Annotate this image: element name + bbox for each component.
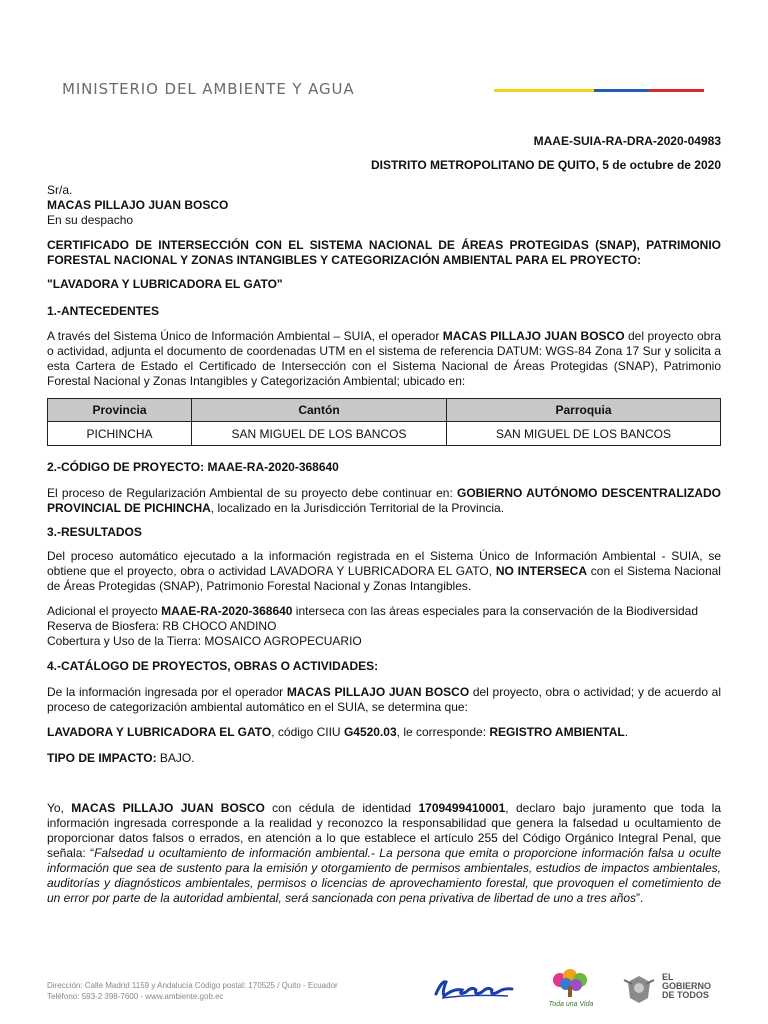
header-canton: Cantón — [192, 399, 447, 422]
no-interseca: NO INTERSECA — [495, 564, 587, 578]
registro-ambiental: REGISTRO AMBIENTAL — [489, 725, 625, 739]
location-table — [47, 398, 721, 446]
decl-cedula-label: con cédula de identidad — [264, 801, 419, 815]
ecuador-coat-of-arms-icon — [622, 972, 656, 1006]
declaracion-paragraph — [47, 801, 721, 906]
antecedentes-text-2: del proyecto obra o actividad, adjunta el documento de coordenadas UTM en el sistema de referencia DATUM: WGS-84 Zona 17 Sur y solicita a esta Cartera de Estado el Certificado de Intersección con el Sistema Nacional de Áreas Protegidas (SNAP), Patrimonio Forestal Nacional y Zonas Intangibles y Categorización Ambiental; ubicado en: — [47, 329, 722, 388]
cell-canton: SAN MIGUEL DE LOS BANCOS — [192, 422, 447, 446]
catalogo-result — [47, 725, 721, 740]
recipient-office: En su despacho — [47, 213, 134, 227]
period: . — [624, 725, 629, 739]
footer-phone-line: Teléfono: 593-2 398-7600 - www.ambiente.gob.ec — [47, 992, 224, 1001]
table-row — [48, 422, 721, 446]
section-resultados-heading: 3.-RESULTADOS — [47, 525, 142, 539]
catalogo-operator: MACAS PILLAJO JUAN BOSCO — [286, 685, 470, 699]
impacto-label: TIPO DE IMPACTO: — [47, 751, 157, 765]
cell-provincia: PICHINCHA — [48, 422, 192, 446]
adicional-text-2: interseca con las áreas especiales para la conservación de la Biodiversidad — [292, 604, 699, 618]
codigo-text: El proceso de Regularización Ambiental de su proyecto debe continuar en: — [47, 486, 458, 500]
ciiu-code: G4520.03 — [343, 725, 397, 739]
header-parroquia: Parroquia — [447, 399, 721, 422]
document-reference: MAAE-SUIA-RA-DRA-2020-04983 — [533, 134, 721, 148]
footer-address-line: Dirección: Calle Madrid 1159 y Andalucía Código postal: 170525 / Quito - Ecuador — [47, 981, 338, 990]
project-code: MAAE-RA-2020-368640 — [161, 604, 293, 618]
cell-parroquia: SAN MIGUEL DE LOS BANCOS — [447, 422, 721, 446]
table-header-row — [48, 399, 721, 422]
gobierno-line-2: GOBIERNO — [662, 981, 712, 991]
resultados-text: Del proceso automático ejecutado a la información registrada en el Sistema Único de Información Ambiental - SUIA, se obtiene que el proyecto, obra o actividad LAVADORA Y LUBRICADORA EL GATO, — [47, 549, 721, 578]
lenin-signature-logo — [432, 974, 518, 1002]
flag-blue-stripe — [594, 89, 649, 92]
ciiu-label: , código CIIU — [271, 725, 344, 739]
salutation: Sr/a. — [47, 183, 73, 197]
tipo-impacto — [47, 751, 721, 766]
gobierno-line-3: DE TODOS — [662, 990, 709, 1000]
section-catalogo-heading: 4.-CATÁLOGO DE PROYECTOS, OBRAS O ACTIVIDADES: — [47, 659, 379, 673]
gad-entity: GOBIERNO AUTÓNOMO DESCENTRALIZADO PROVINCIAL DE PICHINCHA — [47, 486, 722, 515]
catalogo-text-2: del proyecto, obra o actividad; y de acuerdo al proceso de categorización ambiental automático en el SUIA, se determina que: — [47, 685, 721, 714]
adicional-line — [47, 604, 721, 619]
catalogo-text: De la información ingresada por el operador — [47, 685, 287, 699]
adicional-text: Adicional el proyecto — [47, 604, 162, 618]
ministry-header: MINISTERIO DEL AMBIENTE Y AGUA — [62, 80, 355, 98]
flag-color-bar — [494, 89, 704, 92]
decl-yo: Yo, — [47, 801, 72, 815]
section-antecedentes-heading: 1.-ANTECEDENTES — [47, 304, 160, 318]
toda-una-vida-tree-logo — [536, 968, 606, 1008]
operator-name: MACAS PILLAJO JUAN BOSCO — [442, 329, 625, 343]
corresponde-text: , le corresponde: — [396, 725, 490, 739]
reserva-biosfera: Reserva de Biosfera: RB CHOCO ANDINO — [47, 619, 277, 633]
toda-una-vida-text: Toda una Vida — [548, 1001, 594, 1008]
catalogo-project: LAVADORA Y LUBRICADORA EL GATO — [47, 725, 272, 739]
decl-cedula: 1709499410001 — [418, 801, 506, 815]
antecedentes-text: A través del Sistema Único de Información Ambiental – SUIA, el operador — [47, 329, 443, 343]
decl-body: , declaro bajo juramento que toda la información ingresada corresponde a la realidad y reconozco la responsabilidad que genera la falsedad u ocultamiento de proporcionar datos falsos o errados, en atención a lo que establece el artículo 255 del Código Orgánico Integral Penal, que señala: “ — [47, 801, 721, 860]
codigo-text-2: , localizado en la Jurisdicción Territorial de la Provincia. — [210, 501, 505, 515]
decl-close: ”. — [636, 891, 644, 905]
project-name: "LAVADORA Y LUBRICADORA EL GATO" — [47, 277, 283, 291]
flag-red-stripe — [649, 89, 704, 92]
decl-name: MACAS PILLAJO JUAN BOSCO — [71, 801, 265, 815]
header-provincia: Provincia — [48, 399, 192, 422]
decl-quote: Falsedad u ocultamiento de información ambiental.- La persona que emita o proporcione información falsa u oculte información que sea de sustento para la emisión y otorgamiento de permisos ambientales, estudios de impactos ambientales, auditorías y diagnósticos ambientales, permisos o licencias de aprovechamiento forestal, que provoquen el cometimiento de un error por parte de la autoridad ambiental, será sancionada con pena privativa de libertad de uno a tres años — [47, 846, 721, 905]
place-date: DISTRITO METROPOLITANO DE QUITO, 5 de octubre de 2020 — [370, 158, 721, 172]
codigo-paragraph — [47, 486, 721, 516]
cobertura-uso: Cobertura y Uso de la Tierra: MOSAICO AGROPECUARIO — [47, 634, 362, 648]
impacto-value: BAJO. — [156, 751, 195, 765]
catalogo-paragraph — [47, 685, 721, 715]
antecedentes-paragraph — [47, 329, 721, 389]
flag-yellow-stripe — [494, 89, 594, 92]
resultados-text-2: con el Sistema Nacional de Áreas Protegidas (SNAP), Patrimonio Forestal Nacional y Zonas Intangibles. — [47, 564, 721, 593]
recipient-name: MACAS PILLAJO JUAN BOSCO — [47, 198, 229, 212]
section-codigo-heading: 2.-CÓDIGO DE PROYECTO: MAAE-RA-2020-368640 — [47, 460, 339, 474]
gobierno-de-todos-logo — [622, 972, 742, 1008]
gobierno-line-1: EL — [662, 972, 674, 982]
certificate-title: CERTIFICADO DE INTERSECCIÓN CON EL SISTEMA NACIONAL DE ÁREAS PROTEGIDAS (SNAP), PATRIMONIO FORESTAL NACIONAL Y ZONAS INTANGIBLES Y CATEGORIZACIÓN AMBIENTAL PARA EL PROYECTO: — [47, 238, 721, 267]
resultados-paragraph — [47, 549, 721, 594]
footer-address — [47, 980, 338, 1002]
